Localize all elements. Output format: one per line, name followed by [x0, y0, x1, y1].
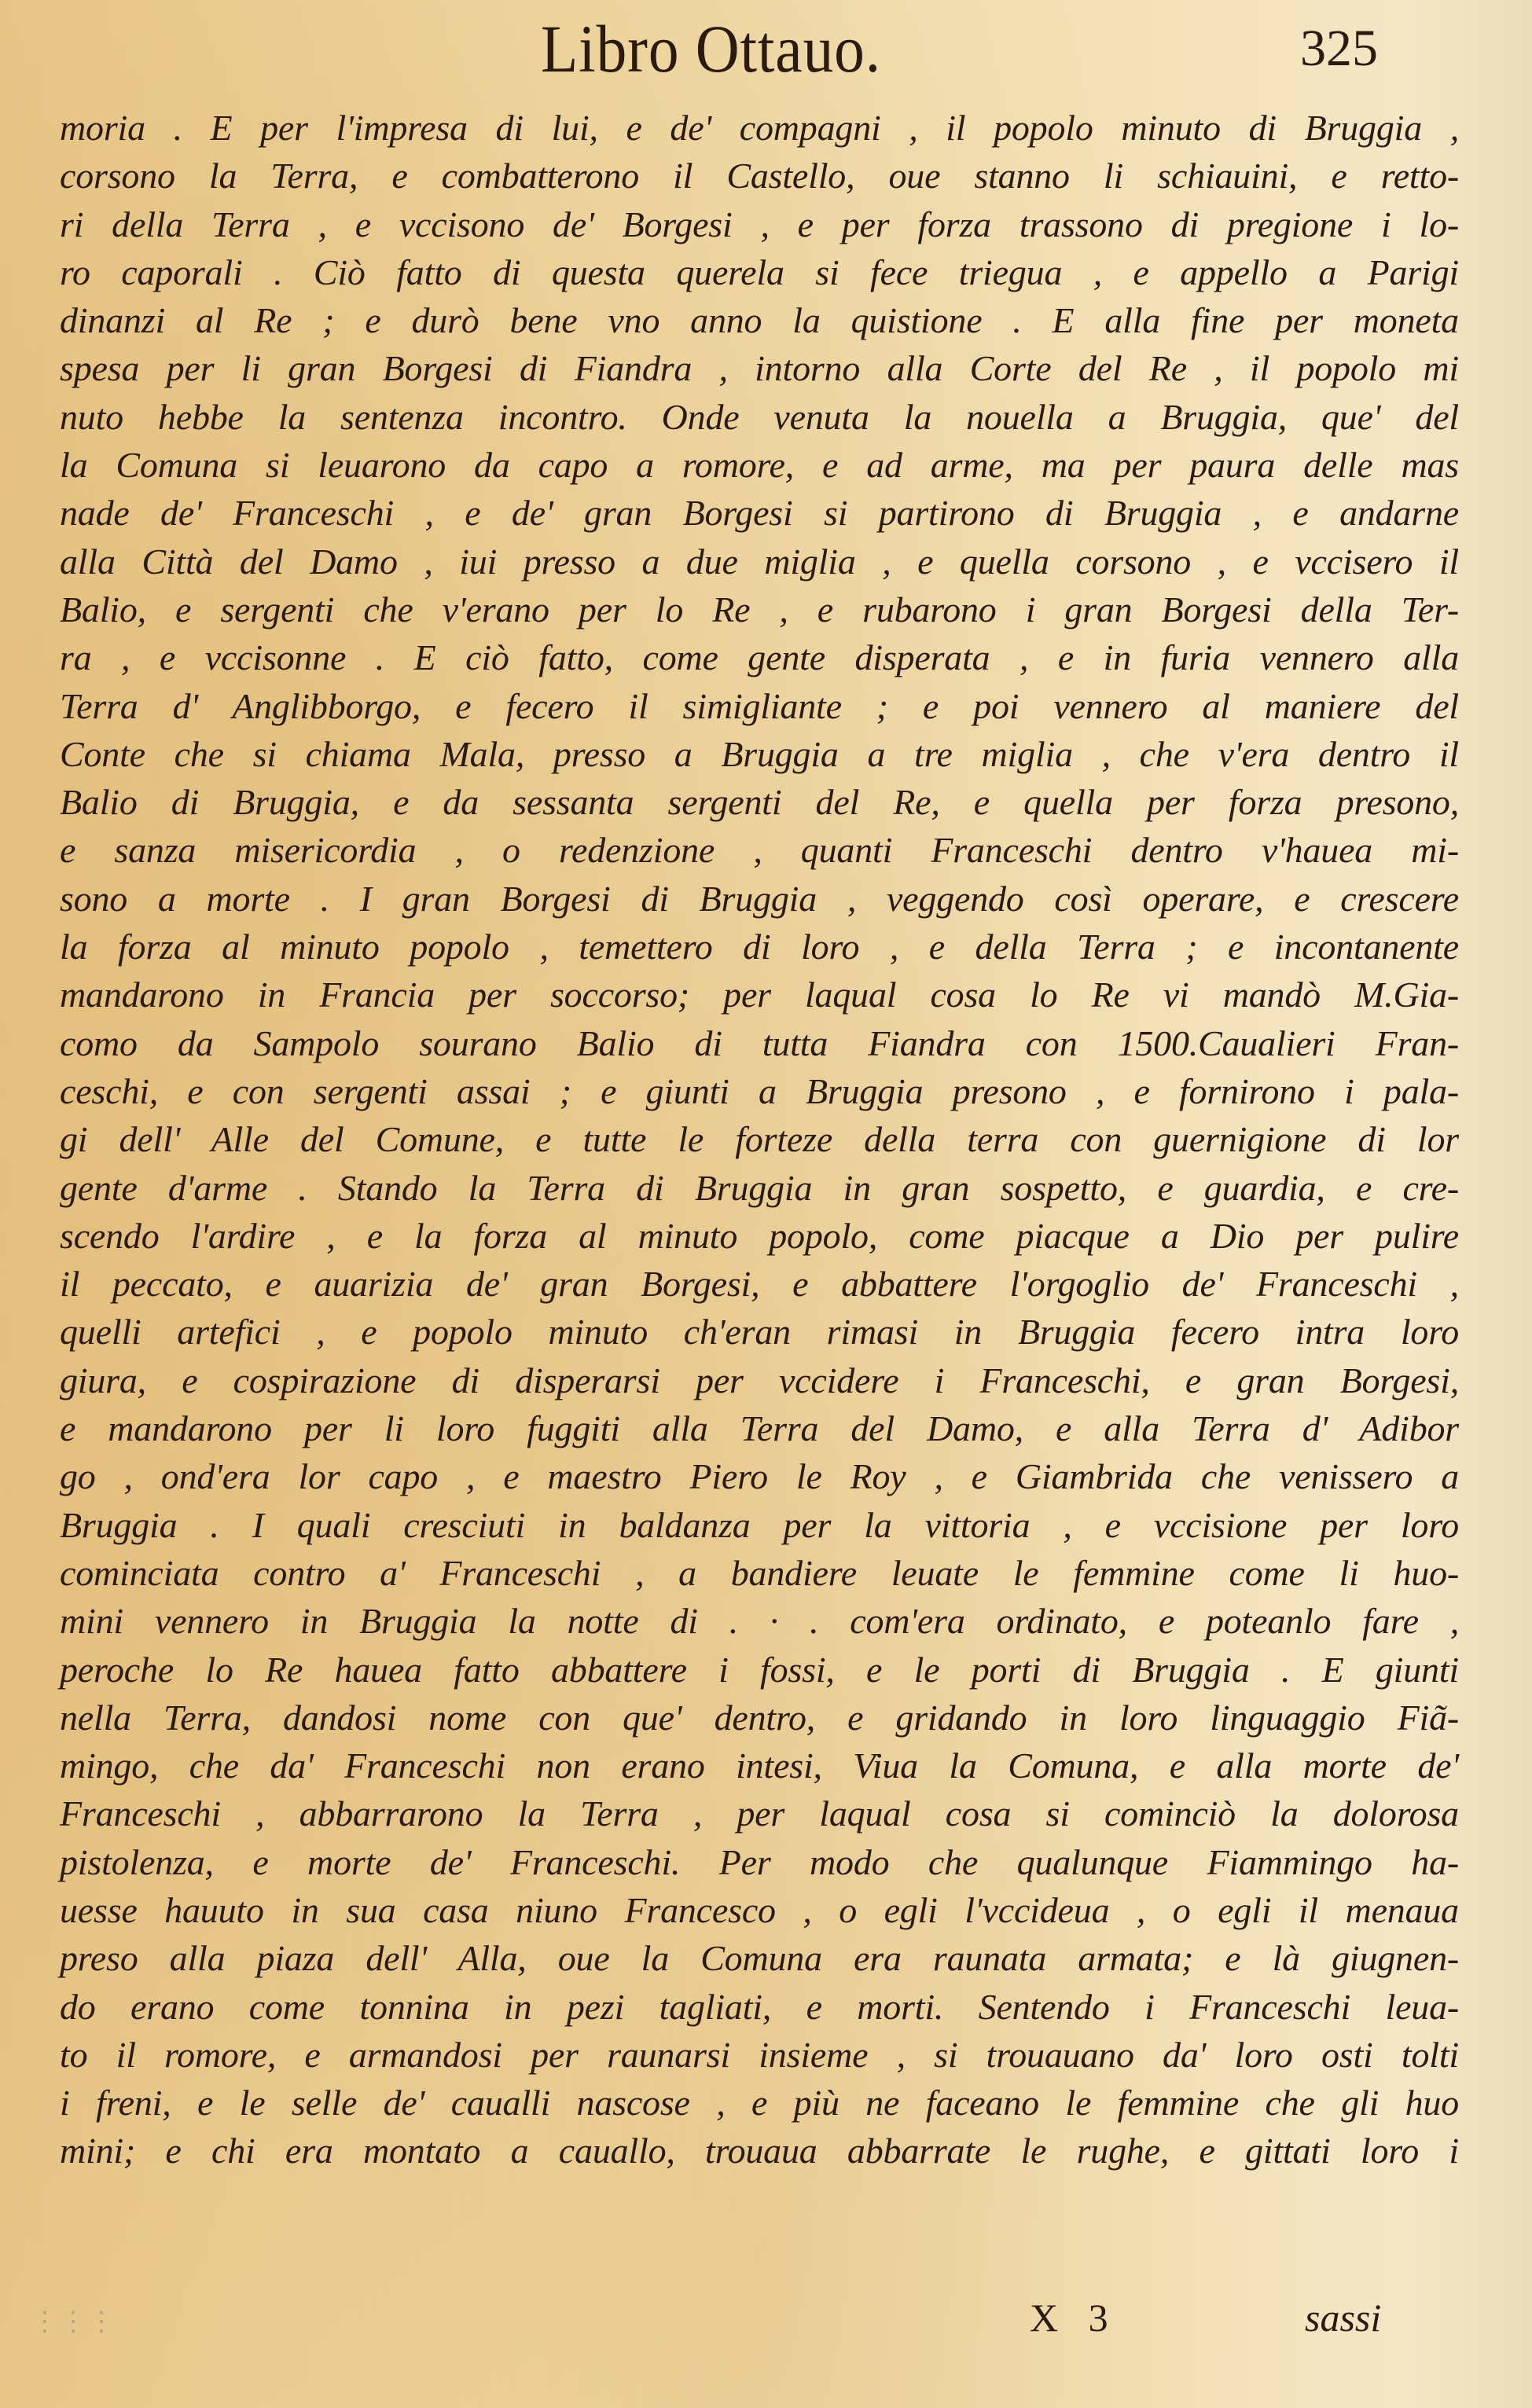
text-line: spesa per li gran Borgesi di Fiandra , intorno alla Corte del Re , il popolo mi — [60, 348, 1459, 389]
text-line: dinanzi al Re ; e durò bene vno anno la quistione . E alla fine per moneta — [60, 300, 1459, 341]
text-line: la Comuna si leuarono da capo a romore, e ad arme, ma per paura delle mas — [60, 445, 1459, 486]
text-line: sono a morte . I gran Borgesi di Bruggia , veggendo così operare, e crescere — [60, 878, 1459, 919]
text-line: gente d'arme . Stando la Terra di Bruggia in gran sospetto, e guardia, e cre- — [60, 1167, 1459, 1208]
running-head — [0, 6, 1532, 93]
text-line: nella Terra, dandosi nome con que' dentro, e gridando in loro linguaggio Fiã- — [60, 1697, 1459, 1738]
text-line: do erano come tonnina in pezi tagliati, e morti. Sentendo i Franceschi leua- — [60, 1986, 1459, 2027]
text-line: alla Città del Damo , iui presso a due miglia , e quella corsono , e vccisero il — [60, 541, 1459, 582]
text-line: como da Sampolo sourano Balio di tutta Fiandra con 1500.Caualieri Fran- — [60, 1022, 1459, 1063]
ink-bleed-mark: ⋮⋮⋮ — [31, 2307, 116, 2336]
text-line: Bruggia . I quali cresciuti in baldanza per la vittoria , e vccisione per loro — [60, 1504, 1459, 1545]
text-line: e sanza misericordia , o redenzione , quanti Franceschi dentro v'hauea mi- — [60, 830, 1459, 871]
text-line: Conte che si chiama Mala, presso a Bruggia a tre miglia , che v'era dentro il — [60, 733, 1459, 774]
text-line: go , ond'era lor capo , e maestro Piero le Roy , e Giambrida che venissero a — [60, 1456, 1459, 1497]
text-line: Balio di Bruggia, e da sessanta sergenti del Re, e quella per forza presono, — [60, 782, 1459, 823]
body-text — [60, 104, 1459, 2175]
text-line: i freni, e le selle de' caualli nascose , e più ne faceano le femmine che gli huo — [60, 2083, 1459, 2124]
text-line: mandarono in Francia per soccorso; per laqual cosa lo Re vi mandò M.Gia- — [60, 975, 1459, 1015]
text-line: e mandarono per li loro fuggiti alla Terra del Damo, e alla Terra d' Adibor — [60, 1408, 1459, 1449]
text-line: nuto hebbe la sentenza incontro. Onde venuta la nouella a Bruggia, que' del — [60, 396, 1459, 437]
text-line: mingo, che da' Franceschi non erano intesi, Viua la Comuna, e alla morte de' — [60, 1745, 1459, 1786]
text-line: gi dell' Alle del Comune, e tutte le forteze della terra con guernigione di lor — [60, 1119, 1459, 1160]
text-line: quelli artefici , e popolo minuto ch'eran rimasi in Bruggia fecero intra loro — [60, 1312, 1459, 1353]
text-line: cominciata contro a' Franceschi , a bandiere leuate le femmine come li huo- — [60, 1552, 1459, 1593]
text-line: ra , e vccisonne . E ciò fatto, come gente disperata , e in furia vennero alla — [60, 637, 1459, 678]
text-line: corsono la Terra, e combatterono il Castello, oue stanno li schiauini, e retto- — [60, 156, 1459, 196]
text-line: il peccato, e auarizia de' gran Borgesi, e abbattere l'orgoglio de' Franceschi , — [60, 1264, 1459, 1305]
text-line: uesse hauuto in sua casa niuno Francesco , o egli l'vccideua , o egli il menaua — [60, 1889, 1459, 1930]
text-line: ro caporali . Ciò fatto di questa querela si fece triegua , e appello a Parigi — [60, 251, 1459, 292]
text-line: peroche lo Re hauea fatto abbattere i fossi, e le porti di Bruggia . E giunti — [60, 1649, 1459, 1690]
text-line: scendo l'ardire , e la forza al minuto popolo, come piacque a Dio per pulire — [60, 1215, 1459, 1256]
text-line: moria . E per l'impresa di lui, e de' compagni , il popolo minuto di Bruggia , — [60, 108, 1459, 148]
text-line: mini vennero in Bruggia la notte di . · . com'era ordinato, e poteanlo fare , — [60, 1601, 1459, 1642]
catchword: sassi — [1305, 2296, 1382, 2340]
text-line: ri della Terra , e vccisono de' Borgesi , e per forza trassono di pregione i lo- — [60, 204, 1459, 244]
text-line: Terra d' Anglibborgo, e fecero il simigliante ; e poi vennero al maniere del — [60, 685, 1459, 726]
signature-mark: X 3 — [1030, 2296, 1108, 2340]
text-line: giura, e cospirazione di disperarsi per vccidere i Franceschi, e gran Borgesi, — [60, 1360, 1459, 1400]
text-line: Balio, e sergenti che v'erano per lo Re , e rubarono i gran Borgesi della Ter- — [60, 589, 1459, 630]
page-number: 325 — [1300, 20, 1378, 77]
text-line: la forza al minuto popolo , temettero di loro , e della Terra ; e incontanente — [60, 927, 1459, 967]
text-line: nade de' Franceschi , e de' gran Borgesi si partirono di Bruggia , e andarne — [60, 493, 1459, 534]
text-line: preso alla piaza dell' Alla, oue la Comuna era raunata armata; e là giugnen- — [60, 1938, 1459, 1979]
text-line: to il romore, e armandosi per raunarsi insieme , si trouauano da' loro osti tolti — [60, 2034, 1459, 2075]
text-line: ceschi, e con sergenti assai ; e giunti a Bruggia presono , e fornirono i pala- — [60, 1070, 1459, 1111]
text-line: Franceschi , abbarrarono la Terra , per laqual cosa si cominciò la dolorosa — [60, 1793, 1459, 1834]
running-title: Libro Ottauo. — [541, 11, 882, 86]
text-line: pistolenza, e morte de' Franceschi. Per modo che qualunque Fiammingo ha- — [60, 1841, 1459, 1882]
text-line: mini; e chi era montato a cauallo, trouaua abbarrate le rughe, e gittati loro i — [60, 2131, 1459, 2171]
page-footer — [0, 2295, 1532, 2358]
